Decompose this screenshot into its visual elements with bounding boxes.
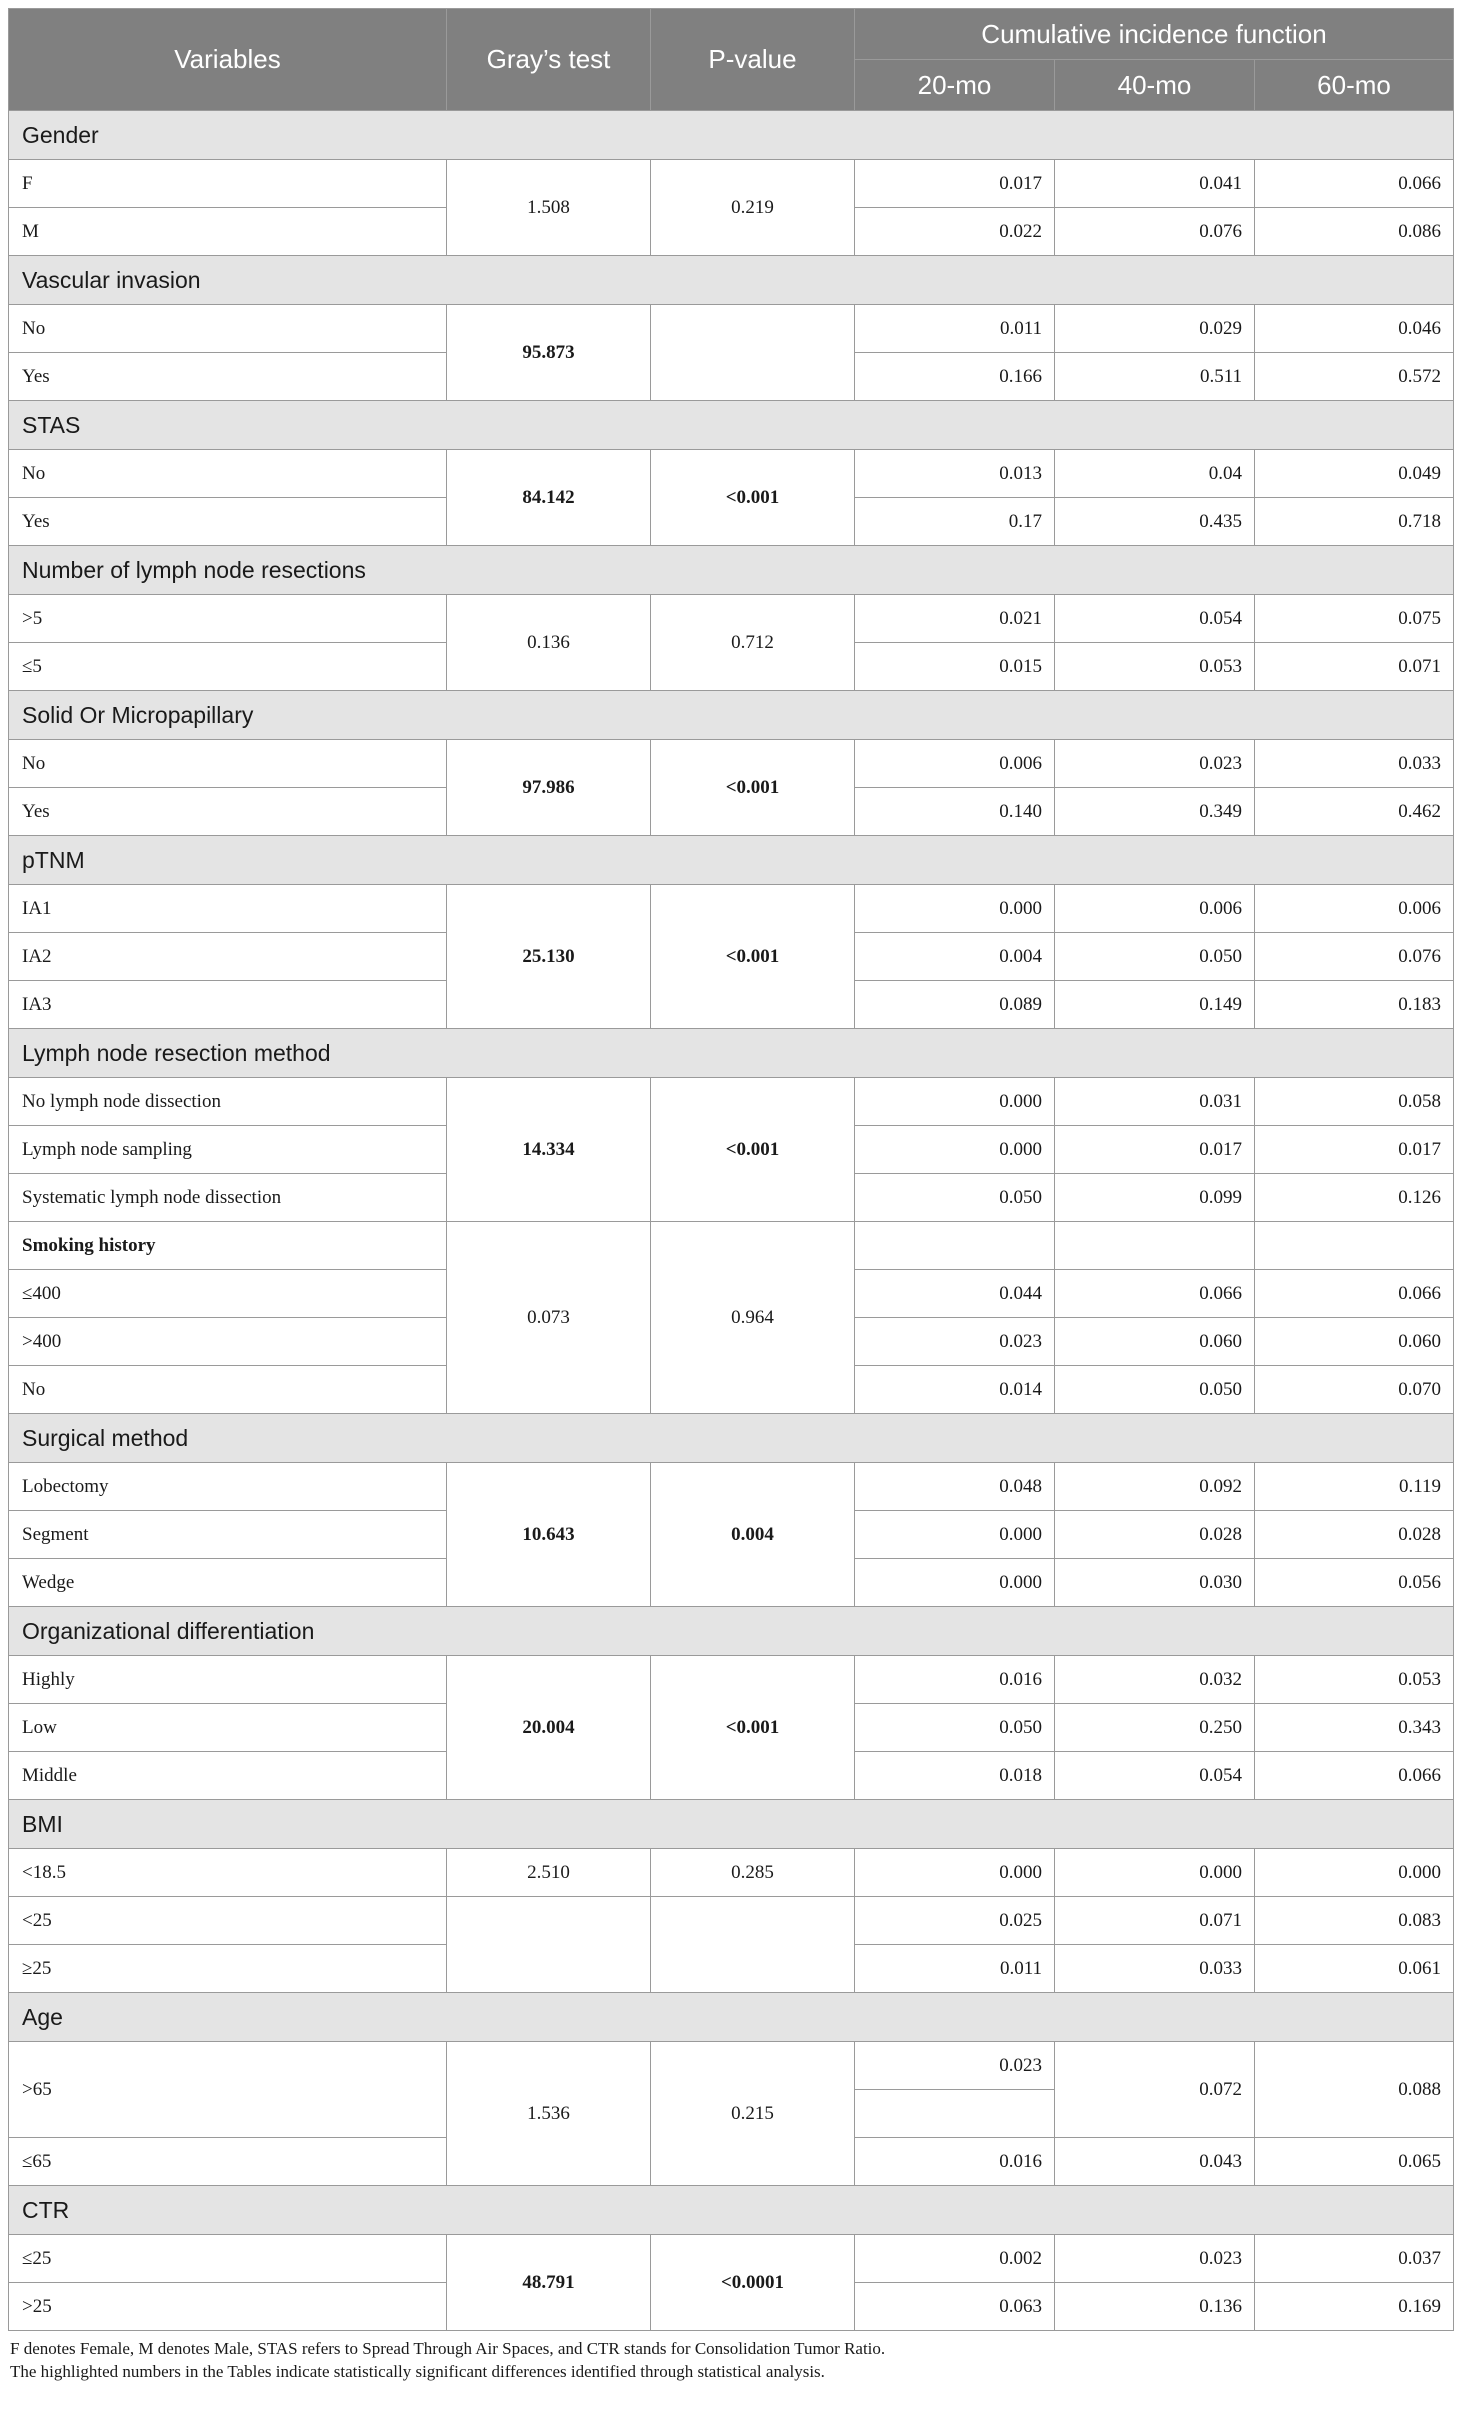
table-row [9,450,1454,498]
cif-40: 0.043 [1055,2138,1255,2186]
cif-40: 0.071 [1055,1897,1255,1945]
cif-20: 0.021 [855,595,1055,643]
cif-20: 0.013 [855,450,1055,498]
group-header-organizational-differentiation: Organizational differentiation [9,1607,1454,1656]
cif-20: 0.016 [855,2138,1055,2186]
row-label: Segment [9,1511,447,1559]
table-row [9,2235,1454,2283]
cif-20: 0.023 [855,2042,1055,2090]
p-value: 0.215 [651,2042,855,2186]
cif-60: 0.033 [1255,740,1454,788]
header-60-mo: 60-mo [1255,60,1454,111]
group-header-vascular-invasion: Vascular invasion [9,256,1454,305]
cif-60: 0.086 [1255,208,1454,256]
group-header-stas: STAS [9,401,1454,450]
cif-60: 0.075 [1255,595,1454,643]
cif-20: 0.002 [855,2235,1055,2283]
p-value: <0.001 [651,740,855,836]
cif-40: 0.250 [1055,1704,1255,1752]
grays-test-value: 14.334 [447,1078,651,1222]
grays-test-value: 25.130 [447,885,651,1029]
cif-40: 0.136 [1055,2283,1255,2331]
row-label: IA1 [9,885,447,933]
grays-test-value: 48.791 [447,2235,651,2331]
row-label: <25 [9,1897,447,1945]
group-header-lymph-method: Lymph node resection method [9,1029,1454,1078]
cif-60: 0.183 [1255,981,1454,1029]
cif-40: 0.053 [1055,643,1255,691]
table-footnote [8,2337,1453,2383]
row-label: ≥25 [9,1945,447,1993]
group-header-ctr: CTR [9,2186,1454,2235]
cif-20: 0.023 [855,1318,1055,1366]
cif-20: 0.063 [855,2283,1055,2331]
cif-20: 0.014 [855,1366,1055,1414]
cif-20: 0.018 [855,1752,1055,1800]
cif-40: 0.04 [1055,450,1255,498]
footnote-line-2: The highlighted numbers in the Tables indicate statistically significant differences identified through statistical analysis. [10,2362,825,2381]
row-label: Systematic lymph node dissection [9,1174,447,1222]
cif-40: 0.006 [1055,885,1255,933]
cif-20: 0.000 [855,1078,1055,1126]
cif-20: 0.004 [855,933,1055,981]
cif-60: 0.056 [1255,1559,1454,1607]
cif-40: 0.000 [1055,1849,1255,1897]
p-value [651,305,855,401]
cif-60: 0.088 [1255,2042,1454,2138]
footnote-line-1: F denotes Female, M denotes Male, STAS refers to Spread Through Air Spaces, and CTR stands for Consolidation Tumor Ratio. [10,2339,886,2358]
cif-20: 0.089 [855,981,1055,1029]
cif-40: 0.435 [1055,498,1255,546]
table-row [9,2042,1454,2090]
table-row [9,595,1454,643]
p-value: 0.964 [651,1222,855,1414]
cif-60: 0.083 [1255,1897,1454,1945]
cif-40: 0.032 [1055,1656,1255,1704]
cif-20: 0.044 [855,1270,1055,1318]
header-cumulative-incidence: Cumulative incidence function [855,9,1454,60]
row-label: M [9,208,447,256]
grays-test-value: 0.073 [447,1222,651,1414]
cif-40: 0.099 [1055,1174,1255,1222]
row-label: No [9,740,447,788]
cif-60: 0.126 [1255,1174,1454,1222]
cif-40: 0.030 [1055,1559,1255,1607]
p-value-empty [651,1897,855,1993]
cif-20: 0.000 [855,885,1055,933]
cif-40: 0.041 [1055,160,1255,208]
table-row [9,1656,1454,1704]
row-label: ≤5 [9,643,447,691]
grays-test-value: 1.508 [447,160,651,256]
cif-60: 0.066 [1255,1752,1454,1800]
header-20-mo: 20-mo [855,60,1055,111]
table-row [9,1078,1454,1126]
cif-20: 0.17 [855,498,1055,546]
cif-20: 0.140 [855,788,1055,836]
cif-40: 0.511 [1055,353,1255,401]
cif-20: 0.000 [855,1511,1055,1559]
table-row [9,740,1454,788]
cif-60: 0.058 [1255,1078,1454,1126]
row-label: >400 [9,1318,447,1366]
cif-60: 0.000 [1255,1849,1454,1897]
row-label: No [9,1366,447,1414]
cif-40: 0.050 [1055,1366,1255,1414]
cif-20: 0.025 [855,1897,1055,1945]
cif-20: 0.050 [855,1174,1055,1222]
cif-20: 0.017 [855,160,1055,208]
cif-60: 0.169 [1255,2283,1454,2331]
cif-60: 0.343 [1255,1704,1454,1752]
group-header-age: Age [9,1993,1454,2042]
row-label: Middle [9,1752,447,1800]
p-value: <0.0001 [651,2235,855,2331]
cif-60: 0.049 [1255,450,1454,498]
table-container [8,8,1453,2383]
row-label: Yes [9,498,447,546]
cif-20-empty [855,2090,1055,2138]
cif-60: 0.119 [1255,1463,1454,1511]
table-row [9,160,1454,208]
group-header-ptnm: pTNM [9,836,1454,885]
row-label: No [9,450,447,498]
cif-40: 0.033 [1055,1945,1255,1993]
header-variables: Variables [9,9,447,111]
cif-40-empty [1055,1222,1255,1270]
cif-60: 0.071 [1255,643,1454,691]
grays-test-value: 0.136 [447,595,651,691]
row-label: >5 [9,595,447,643]
p-value: <0.001 [651,885,855,1029]
cif-60: 0.462 [1255,788,1454,836]
cif-40: 0.072 [1055,2042,1255,2138]
row-label: >65 [9,2042,447,2138]
cif-40: 0.023 [1055,740,1255,788]
cif-20: 0.000 [855,1126,1055,1174]
header-p-value: P-value [651,9,855,111]
row-label: Highly [9,1656,447,1704]
grays-test-value: 84.142 [447,450,651,546]
row-label: ≤65 [9,2138,447,2186]
row-label: Low [9,1704,447,1752]
row-label: Yes [9,353,447,401]
table-row [9,885,1454,933]
cif-40: 0.029 [1055,305,1255,353]
p-value: <0.001 [651,450,855,546]
header-grays-test: Gray’s test [447,9,651,111]
row-label: ≤25 [9,2235,447,2283]
cif-60-empty [1255,1222,1454,1270]
p-value: 0.285 [651,1849,855,1897]
row-label: No [9,305,447,353]
cif-40: 0.076 [1055,208,1255,256]
cif-20: 0.011 [855,305,1055,353]
cif-60: 0.061 [1255,1945,1454,1993]
cif-40: 0.054 [1055,1752,1255,1800]
row-label: ≤400 [9,1270,447,1318]
cif-60: 0.006 [1255,885,1454,933]
cif-40: 0.149 [1055,981,1255,1029]
row-label: IA3 [9,981,447,1029]
table-row [9,305,1454,353]
row-label: No lymph node dissection [9,1078,447,1126]
cif-40: 0.028 [1055,1511,1255,1559]
p-value: 0.219 [651,160,855,256]
grays-test-value: 95.873 [447,305,651,401]
table-row [9,1849,1454,1897]
group-header-lymph-node-resections: Number of lymph node resections [9,546,1454,595]
cif-40: 0.066 [1055,1270,1255,1318]
cif-60: 0.718 [1255,498,1454,546]
table-row [9,1463,1454,1511]
cif-60: 0.076 [1255,933,1454,981]
row-label: Lymph node sampling [9,1126,447,1174]
cumulative-incidence-table [8,8,1454,2331]
cif-20: 0.000 [855,1849,1055,1897]
row-label: F [9,160,447,208]
table-row [9,1897,1454,1945]
grays-test-value: 1.536 [447,2042,651,2186]
group-header-bmi: BMI [9,1800,1454,1849]
cif-20: 0.011 [855,1945,1055,1993]
row-label: IA2 [9,933,447,981]
cif-20: 0.015 [855,643,1055,691]
p-value: <0.001 [651,1078,855,1222]
cif-20: 0.006 [855,740,1055,788]
row-label: >25 [9,2283,447,2331]
row-label: <18.5 [9,1849,447,1897]
cif-40: 0.092 [1055,1463,1255,1511]
cif-40: 0.054 [1055,595,1255,643]
cif-40: 0.017 [1055,1126,1255,1174]
cif-20: 0.016 [855,1656,1055,1704]
row-label: Yes [9,788,447,836]
cif-20: 0.022 [855,208,1055,256]
grays-test-empty [447,1897,651,1993]
header-40-mo: 40-mo [1055,60,1255,111]
cif-60: 0.017 [1255,1126,1454,1174]
cif-40: 0.060 [1055,1318,1255,1366]
cif-40: 0.023 [1055,2235,1255,2283]
cif-60: 0.053 [1255,1656,1454,1704]
grays-test-value: 97.986 [447,740,651,836]
p-value: 0.712 [651,595,855,691]
cif-20: 0.048 [855,1463,1055,1511]
group-header-surgical-method: Surgical method [9,1414,1454,1463]
cif-60: 0.066 [1255,1270,1454,1318]
cif-60: 0.572 [1255,353,1454,401]
cif-60: 0.060 [1255,1318,1454,1366]
cif-20: 0.166 [855,353,1055,401]
cif-40: 0.050 [1055,933,1255,981]
cif-60: 0.046 [1255,305,1454,353]
row-label: Lobectomy [9,1463,447,1511]
cif-60: 0.066 [1255,160,1454,208]
cif-20: 0.050 [855,1704,1055,1752]
grays-test-value: 10.643 [447,1463,651,1607]
row-label: Wedge [9,1559,447,1607]
grays-test-value: 20.004 [447,1656,651,1800]
cif-40: 0.031 [1055,1078,1255,1126]
cif-40: 0.349 [1055,788,1255,836]
grays-test-value: 2.510 [447,1849,651,1897]
table-row [9,1222,1454,1270]
group-header-smoking-history: Smoking history [9,1222,447,1270]
cif-60: 0.037 [1255,2235,1454,2283]
group-header-solid-micropapillary: Solid Or Micropapillary [9,691,1454,740]
cif-60: 0.070 [1255,1366,1454,1414]
group-header-gender: Gender [9,111,1454,160]
cif-20: 0.000 [855,1559,1055,1607]
cif-20-empty [855,1222,1055,1270]
p-value: <0.001 [651,1656,855,1800]
cif-60: 0.065 [1255,2138,1454,2186]
p-value: 0.004 [651,1463,855,1607]
cif-60: 0.028 [1255,1511,1454,1559]
